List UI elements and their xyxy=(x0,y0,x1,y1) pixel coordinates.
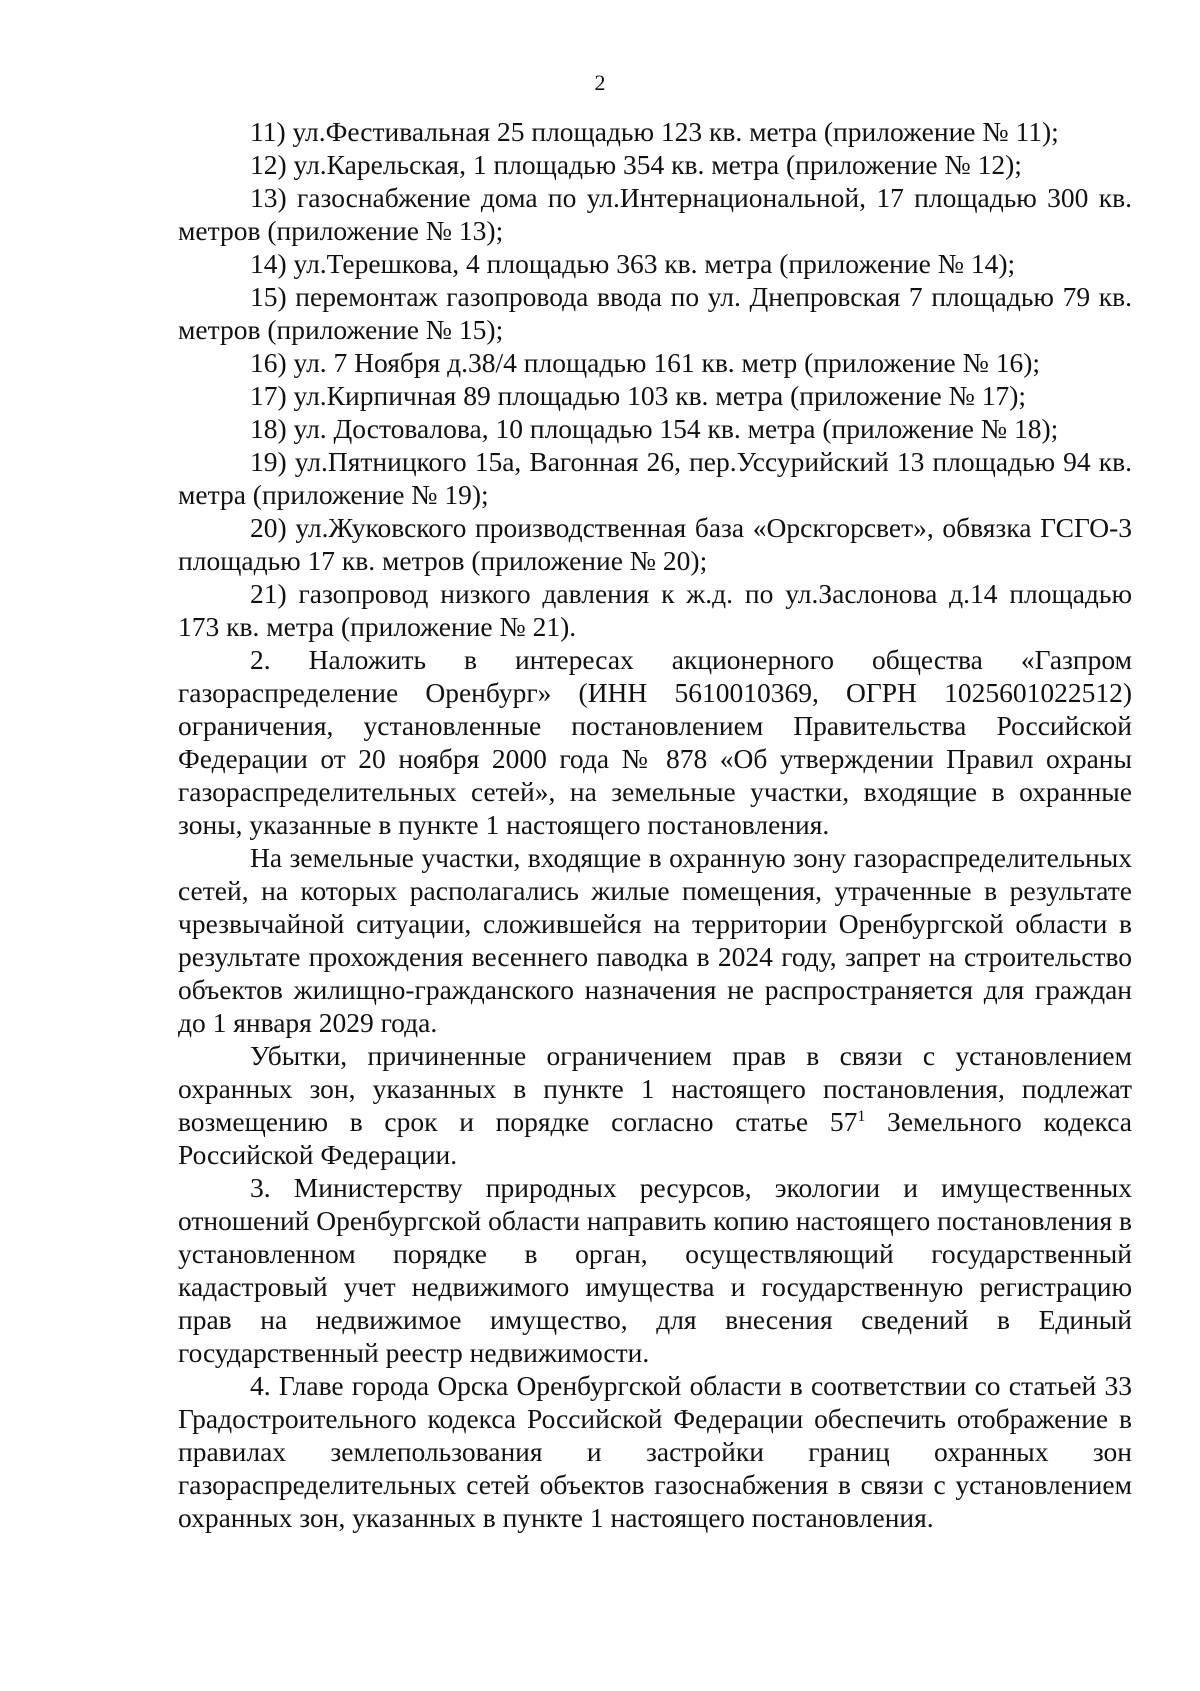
list-item-21: 21) газопровод низкого давления к ж.д. по ул.Заслонова д.14 площадью 173 кв. метра (приложение № 21). xyxy=(178,578,1132,642)
list-item-14: 14) ул.Терешкова, 4 площадью 363 кв. метра (приложение № 14); xyxy=(250,248,1016,279)
paragraph-3: 3. Министерству природных ресурсов, экологии и имущественных отношений Оренбургской области направить копию настоящего постановления в установленном порядке в орган, осуществляющий государственный кадастровый учет недвижимого имущества и государственную регистрацию прав на недвижимое имущество, для внесения сведений в Единый государственный реестр недвижимости. xyxy=(178,1172,1132,1368)
list-item-19: 19) ул.Пятницкого 15а, Вагонная 26, пер.Уссурийский 13 площадью 94 кв. метра (приложение № 19); xyxy=(178,446,1132,510)
paragraph-protected-zone: На земельные участки, входящие в охранную зону газораспределительных сетей, на которых располагались жилые помещения, утраченные в результате чрезвычайной ситуации, сложившейся на территории Оренбургской области в результате прохождения весеннего паводка в 2024 году, запрет на строительство объектов жилищно-гражданского назначения не распространяется для граждан до 1 января 2029 года. xyxy=(178,842,1132,1038)
page-number: 2 xyxy=(594,70,606,95)
document-body xyxy=(178,115,1132,1534)
article-superscript: 1 xyxy=(857,1107,866,1125)
list-item-16: 16) ул. 7 Ноября д.38/4 площадью 161 кв. метр (приложение № 16); xyxy=(250,347,1041,378)
list-item-15: 15) перемонтаж газопровода ввода по ул. Днепровская 7 площадью 79 кв. метров (приложение № 15); xyxy=(178,281,1132,345)
paragraph-4: 4. Главе города Орска Оренбургской области в соответствии со статьей 33 Градостроительного кодекса Российской Федерации обеспечить отображение в правилах землепользования и застройки границ охранных зон газораспределительных сетей объектов газоснабжения в связи с установлением охранных зон, указанных в пункте 1 настоящего постановления. xyxy=(178,1370,1132,1533)
list-item-13: 13) газоснабжение дома по ул.Интернациональной, 17 площадью 300 кв. метров (приложение № 13); xyxy=(178,182,1132,246)
paragraph-losses-text-end: Земельного кодекса Российской Федерации. xyxy=(178,1106,1132,1170)
list-item-20: 20) ул.Жуковского производственная база «Орскгорсвет», обвязка ГСГО-3 площадью 17 кв. метров (приложение № 20); xyxy=(178,512,1132,576)
list-item-12: 12) ул.Карельская, 1 площадью 354 кв. метра (приложение № 12); xyxy=(250,149,1022,180)
list-item-11: 11) ул.Фестивальная 25 площадью 123 кв. метра (приложение № 11); xyxy=(250,116,1059,147)
list-item-18: 18) ул. Достовалова, 10 площадью 154 кв. метра (приложение № 18); xyxy=(250,413,1059,444)
paragraph-losses xyxy=(178,1039,1132,1171)
paragraph-losses-text: Убытки, причиненные ограничением прав в связи с установлением охранных зон, указанных в пункте 1 настоящего постановления, подлежат возмещению в срок и порядке согласно статье 57 xyxy=(178,1040,1132,1137)
paragraph-2: 2. Наложить в интересах акционерного общества «Газпром газораспределение Оренбург» (ИНН 5610010369, ОГРН 1025601022512) ограничения, установленные постановлением Правительства Российской Федерации от 20 ноября 2000 года № 878 «Об утверждении Правил охраны газораспределительных сетей», на земельные участки, входящие в охранные зоны, указанные в пункте 1 настоящего постановления. xyxy=(178,644,1132,840)
list-item-17: 17) ул.Кирпичная 89 площадью 103 кв. метра (приложение № 17); xyxy=(250,380,1027,411)
